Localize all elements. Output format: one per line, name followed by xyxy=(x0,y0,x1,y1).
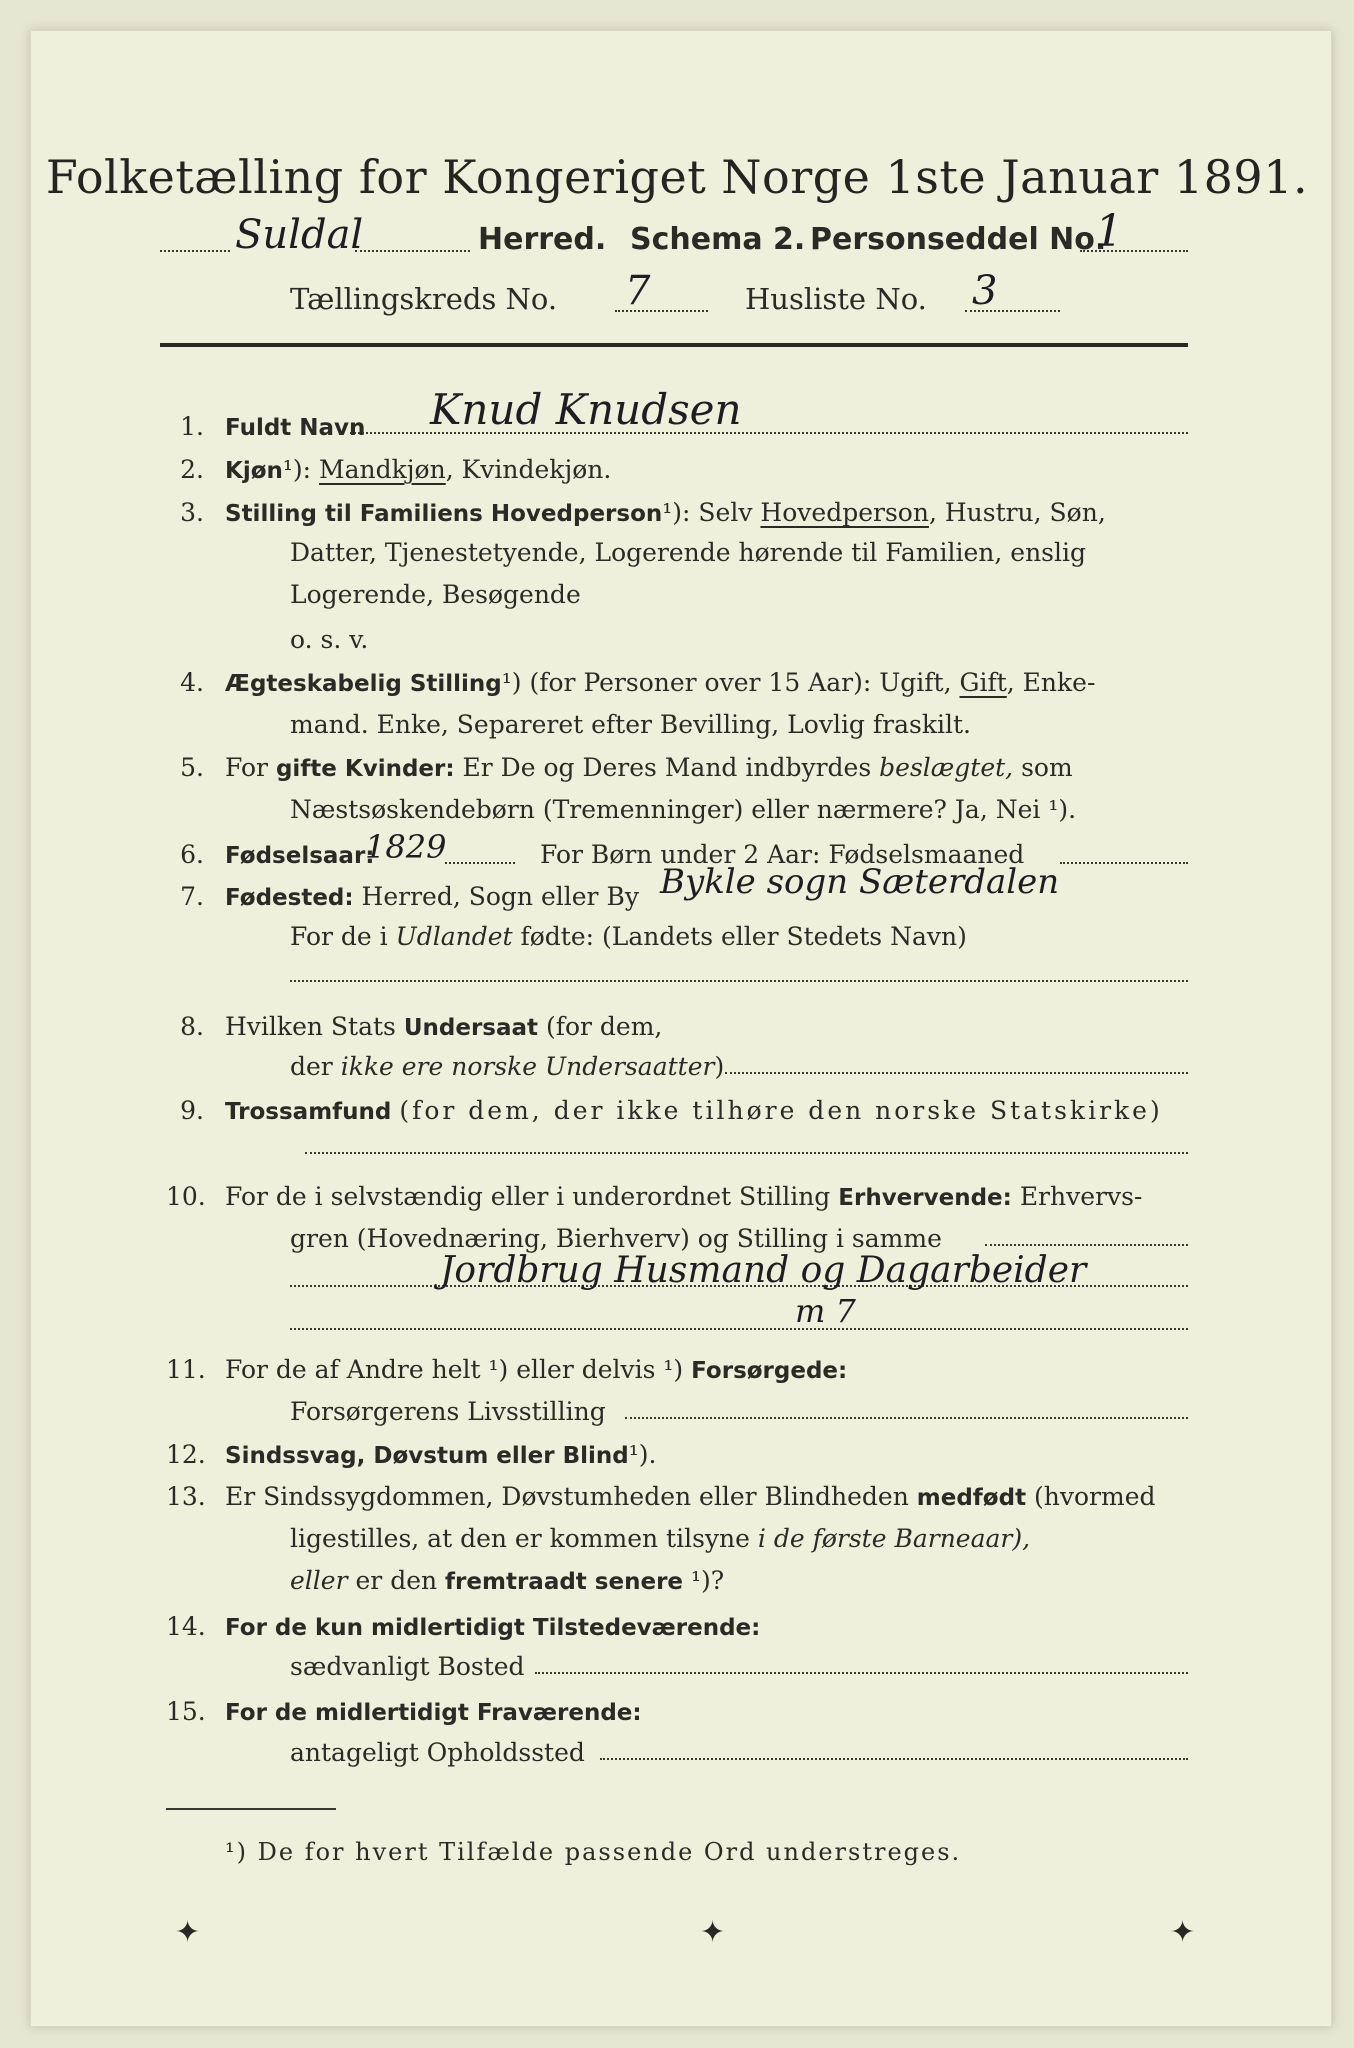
full-name-value: Knud Knudsen xyxy=(430,385,742,434)
q9-text: (for dem, der ikke tilhøre den norske Statskirke) xyxy=(399,1096,1163,1125)
herred-label: Herred. xyxy=(478,222,607,257)
q15-number: 15. xyxy=(166,1697,206,1726)
q3-sup: ¹): xyxy=(662,498,691,527)
q8-line2 xyxy=(290,1052,724,1081)
personseddel-label: Personseddel No. xyxy=(810,222,1107,257)
personseddel-value: 1 xyxy=(1095,206,1123,257)
q7-text2: fødte: (Landets eller Stedets Navn) xyxy=(520,922,967,951)
q1-label-text: Fuldt Navn xyxy=(225,415,366,441)
q4-line1 xyxy=(225,668,1095,697)
taellingskreds-label: Tællingskreds No. xyxy=(290,282,558,316)
q5-som: som xyxy=(1021,753,1073,782)
registration-mark-icon: ✦ xyxy=(1170,1915,1196,1950)
q2-row xyxy=(225,455,611,484)
q6-label: Fødselsaar: xyxy=(225,843,375,869)
q11-number: 11. xyxy=(166,1355,206,1384)
q8-paren: ) xyxy=(714,1052,725,1081)
q11-line2: Forsørgerens Livsstilling xyxy=(290,1397,606,1426)
q15-line1 xyxy=(225,1697,642,1726)
dotted-line xyxy=(725,1072,1188,1074)
q6-label-row xyxy=(225,840,375,869)
q4-label: Ægteskabelig Stilling xyxy=(225,671,502,697)
q3-options-rest: , Hustru, Søn, xyxy=(928,498,1106,527)
husliste-value: 3 xyxy=(972,268,998,314)
q7-line2 xyxy=(290,922,967,951)
dotted-line xyxy=(1060,862,1188,864)
q8-label: Undersaat xyxy=(403,1015,539,1041)
q3-line1 xyxy=(225,498,1106,527)
dotted-line xyxy=(615,310,708,312)
dotted-line xyxy=(160,250,230,252)
herred-value: Suldal xyxy=(235,212,364,258)
q2-label: Kjøn xyxy=(225,458,283,484)
q9-number: 9. xyxy=(180,1096,204,1125)
dotted-line xyxy=(305,1152,1188,1154)
q11-text: For de af Andre helt ¹) eller delvis ¹) xyxy=(225,1355,684,1384)
registration-mark-icon: ✦ xyxy=(700,1915,726,1950)
q8-der: der xyxy=(290,1052,333,1081)
header-rule xyxy=(160,343,1188,347)
q10-text2: Erhvervs- xyxy=(1019,1182,1143,1211)
footnote-rule xyxy=(166,1808,336,1810)
q12-sup: ¹). xyxy=(628,1440,657,1469)
q5-label: gifte Kvinder: xyxy=(275,756,455,782)
q7-number: 7. xyxy=(180,882,204,911)
q7-for-de-i: For de i xyxy=(290,922,388,951)
q4-text: ¹) (for Personer over 15 Aar): Ugift, xyxy=(501,668,952,697)
q10-label: Erhvervende: xyxy=(838,1185,1012,1211)
form-title: Folketælling for Kongeriget Norge 1ste Januar 1891. xyxy=(45,150,1309,204)
q2-option-mandkjon: Mandkjøn xyxy=(319,455,446,484)
q13-label: medfødt xyxy=(916,1485,1027,1511)
registration-mark-icon: ✦ xyxy=(175,1915,201,1950)
dotted-line xyxy=(600,1758,1188,1760)
q3-option-selv: Selv xyxy=(698,498,753,527)
q3-label: Stilling til Familiens Hovedperson xyxy=(225,501,663,527)
q9-label: Trossamfund xyxy=(225,1099,392,1125)
q3-line4: o. s. v. xyxy=(290,625,369,654)
q7-label: Fødested: xyxy=(225,885,354,911)
dotted-line xyxy=(985,1244,1188,1246)
q13-sup: ¹)? xyxy=(690,1566,725,1595)
birthplace-value: Bykle sogn Sæterdalen xyxy=(660,862,1060,902)
q7-line1 xyxy=(225,882,639,911)
q4-line2: mand. Enke, Separeret efter Bevilling, Lovlig fraskilt. xyxy=(290,710,971,739)
footnote: ¹) De for hvert Tilfælde passende Ord understreges. xyxy=(225,1838,962,1866)
dotted-line xyxy=(535,1672,1188,1674)
q6-birth-month-label: For Børn under 2 Aar: Fødselsmaaned xyxy=(540,840,1025,869)
q14-line2: sædvanligt Bosted xyxy=(290,1652,525,1681)
taellingskreds-value: 7 xyxy=(625,268,651,314)
q7-text: Herred, Sogn eller By xyxy=(361,882,639,911)
q10-line2: gren (Hovednæring, Bierhverv) og Stilling i samme xyxy=(290,1224,942,1253)
q2-sup: ¹): xyxy=(282,455,312,484)
q10-line1 xyxy=(225,1182,1142,1211)
q13-er-den: er den xyxy=(355,1566,438,1595)
q5-text: Er De og Deres Mand indbyrdes xyxy=(462,753,872,782)
husliste-label: Husliste No. xyxy=(745,282,927,316)
q4-number: 4. xyxy=(180,668,204,697)
occupation-code: m 7 xyxy=(795,1292,856,1330)
q1-label xyxy=(225,412,365,441)
q3-line3: Logerende, Besøgende xyxy=(290,580,581,609)
q3-option-hovedperson: Hovedperson xyxy=(760,498,929,527)
q1-number: 1. xyxy=(180,412,204,441)
schema-label: Schema 2. xyxy=(630,222,806,257)
q7-udlandet: Udlandet xyxy=(395,922,513,951)
q3-number: 3. xyxy=(180,498,204,527)
dotted-line xyxy=(290,980,1188,982)
q12-number: 12. xyxy=(166,1440,206,1469)
q13-barneaar: i de første Barneaar), xyxy=(757,1524,1031,1553)
q8-line1 xyxy=(225,1012,662,1041)
q9-line1 xyxy=(225,1096,1163,1125)
q10-number: 10. xyxy=(166,1182,206,1211)
q11-label: Forsørgede: xyxy=(691,1358,848,1384)
dotted-line xyxy=(290,1328,1188,1330)
q5-line1 xyxy=(225,753,1073,782)
q11-line1 xyxy=(225,1355,847,1384)
dotted-line xyxy=(445,862,515,864)
q3-line2: Datter, Tjenestetyende, Logerende hørende til Familien, enslig xyxy=(290,538,1087,567)
q14-line1 xyxy=(225,1612,760,1641)
dotted-line xyxy=(965,310,1060,312)
q5-for: For xyxy=(225,753,268,782)
q14-label: For de kun midlertidigt Tilstedeværende: xyxy=(225,1615,761,1641)
q6-number: 6. xyxy=(180,840,204,869)
q13-label2: fremtraadt senere xyxy=(445,1569,684,1595)
q15-line2: antageligt Opholdssted xyxy=(290,1738,585,1767)
q5-number: 5. xyxy=(180,753,204,782)
q10-text: For de i selvstændig eller i underordnet Stilling xyxy=(225,1182,831,1211)
q4-option-gift: Gift xyxy=(959,668,1007,697)
q8-text: Hvilken Stats xyxy=(225,1012,396,1041)
occupation-value: Jordbrug Husmand og Dagarbeider xyxy=(440,1250,1087,1291)
q13-text2: (hvormed xyxy=(1034,1482,1156,1511)
q5-beslaegtet: beslægtet, xyxy=(879,753,1014,782)
q15-label: For de midlertidigt Fraværende: xyxy=(225,1700,642,1726)
q12-line1 xyxy=(225,1440,657,1469)
q14-number: 14. xyxy=(166,1612,206,1641)
q13-text: Er Sindssygdommen, Døvstumheden eller Blindheden xyxy=(225,1482,909,1511)
dotted-line xyxy=(355,250,470,252)
q2-number: 2. xyxy=(180,455,204,484)
q5-line2: Næstsøskendebørn (Tremenninger) eller nærmere? Ja, Nei ¹). xyxy=(290,795,1077,824)
birth-year-value: 1829 xyxy=(365,828,447,866)
q13-text3: ligestilles, at den er kommen tilsyne xyxy=(290,1524,750,1553)
q12-label: Sindssvag, Døvstum eller Blind xyxy=(225,1443,629,1469)
q8-ikke-norske: ikke ere norske Undersaatter xyxy=(340,1052,715,1081)
q13-line3 xyxy=(290,1566,724,1595)
q8-number: 8. xyxy=(180,1012,204,1041)
q13-line1 xyxy=(225,1482,1156,1511)
q13-eller: eller xyxy=(290,1566,348,1595)
dotted-line xyxy=(625,1417,1188,1419)
q8-text2: (for dem, xyxy=(545,1012,663,1041)
dotted-line xyxy=(1080,250,1188,252)
q13-number: 13. xyxy=(166,1482,206,1511)
q2-option-kvindekjon: , Kvindekjøn. xyxy=(445,455,612,484)
q13-line2 xyxy=(290,1524,1030,1553)
q4-text-end: , Enke- xyxy=(1006,668,1096,697)
